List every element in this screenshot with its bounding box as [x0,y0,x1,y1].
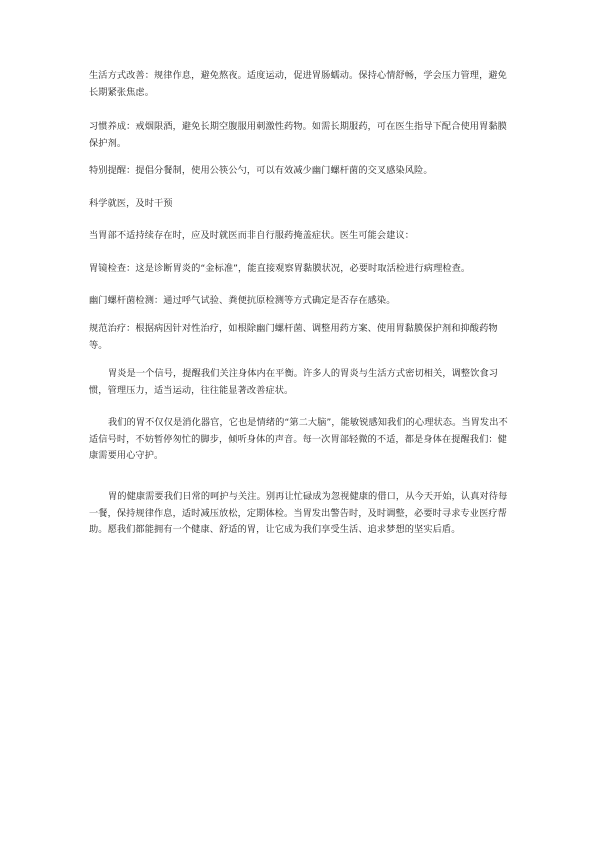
paragraph-treatment: 规范治疗：根据病因针对性治疗，如根除幽门螺杆菌、调整用药方案、使用胃黏膜保护剂和抑酸药物等。 [89,323,498,351]
paragraph-gastroscopy: 胃镜检查：这是诊断胃炎的“金标准”，能直接观察胃黏膜状况，必要时取活检进行病理检查。 [89,263,471,274]
section-heading: 科学就医，及时干预 [89,198,173,209]
paragraph-conclusion: 胃的健康需要我们日常的呵护与关注。别再让忙碌成为忽视健康的借口，从今天开始，认真对待每一餐，保持规律作息，适时减压放松，定期体检。当胃发出警告时，及时调整，必要时寻求专业医疗帮助。愿我们都能拥有一个健康、舒适的胃，让它成为我们享受生活、追求梦想的坚实后盾。 [89,491,508,535]
paragraph-seek-care: 当胃部不适持续存在时，应及时就医而非自行服药掩盖症状。医生可能会建议： [89,230,415,241]
paragraph-reminder: 特别提醒：提倡分餐制，使用公筷公勺，可以有效减少幽门螺杆菌的交叉感染风险。 [89,165,433,176]
paragraph-hp-test: 幽门螺杆菌检测：通过呼气试验、粪便抗原检测等方式确定是否存在感染。 [89,295,396,306]
paragraph-second-brain: 我们的胃不仅仅是消化器官，它也是情绪的“第二大脑”，能敏锐感知我们的心理状态。当胃发出不适信号时，不妨暂停匆忙的脚步，倾听身体的声音。每一次胃部轻微的不适，都是身体在提醒我们：健康需要用心守护。 [89,417,508,461]
paragraph-signal: 胃炎是一个信号，提醒我们关注身体内在平衡。许多人的胃炎与生活方式密切相关，调整饮食习惯，管理压力，适当运动，往往能显著改善症状。 [89,368,499,396]
paragraph-lifestyle: 生活方式改善：规律作息，避免熬夜。适度运动，促进胃肠蠕动。保持心情舒畅，学会压力管理，避免长期紧张焦虑。 [89,70,507,98]
paragraph-habits: 习惯养成：戒烟限酒，避免长期空腹服用刺激性药物。如需长期服药，可在医生指导下配合使用胃黏膜保护剂。 [89,121,507,149]
